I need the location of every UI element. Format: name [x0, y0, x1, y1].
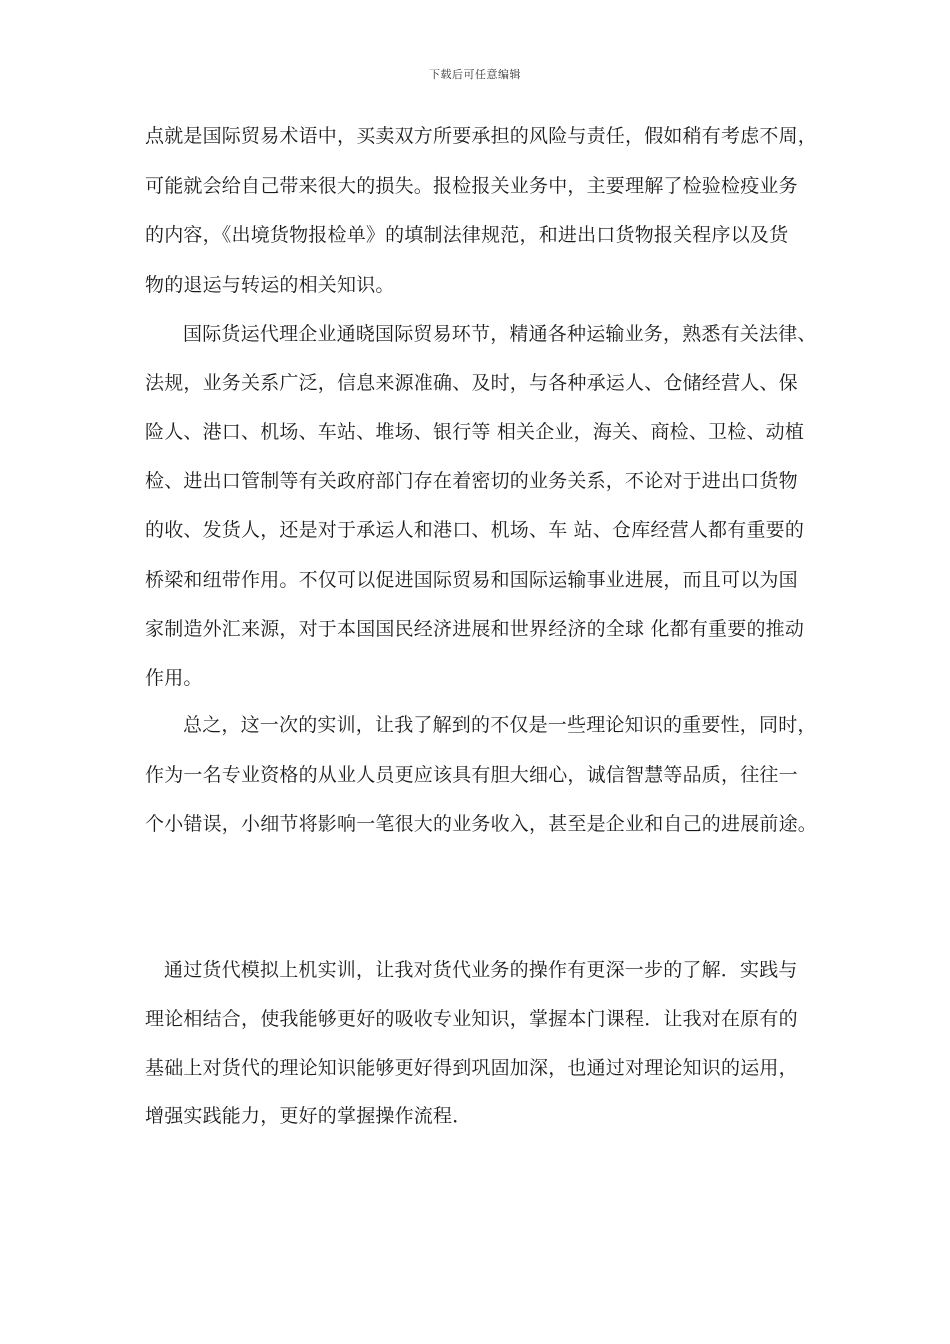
text-line: 作为一名专业资格的从业人员更应该具有胆大细心，诚信智慧等品质，往往一	[145, 764, 798, 786]
text-line: 物的退运与转运的相关知识。	[145, 274, 395, 296]
text-line: 家制造外汇来源，对于本国国民经济进展和世界经济的全球 化都有重要的推动	[145, 618, 805, 640]
text-line: 的内容，《出境货物报检单》的填制法律规范，和进出口货物报关程序以及货	[145, 224, 789, 246]
text-line: 桥梁和纽带作用。不仅可以促进国际贸易和国际运输事业进展，而且可以为国	[145, 569, 798, 591]
page-header: 下载后可任意编辑	[429, 68, 521, 81]
text-line: 理论相结合，使我能够更好的吸收专业知识，掌握本门课程．让我对在原有的	[145, 1008, 798, 1030]
text-line: 总之，这一次的实训，让我了解到的不仅是一些理论知识的重要性，同时，	[183, 714, 817, 736]
text-line: 的收、发货人，还是对于承运人和港口、机场、车 站、仓库经营人都有重要的	[145, 519, 805, 541]
text-line: 点就是国际贸易术语中，买卖双方所要承担的风险与责任，假如稍有考虑不周，	[145, 125, 818, 147]
text-line: 基础上对货代的理论知识能够更好得到巩固加深，也通过对理论知识的运用，	[145, 1057, 798, 1079]
text-line: 检、进出口管制等有关政府部门存在着密切的业务关系，不论对于进出口货物	[145, 470, 798, 492]
text-line: 增强实践能力，更好的掌握操作流程．	[145, 1105, 472, 1127]
text-line: 通过货代模拟上机实训，让我对货代业务的操作有更深一步的了解．实践与	[164, 959, 798, 981]
text-line: 可能就会给自己带来很大的损失。报检报关业务中，主要理解了检验检疫业务	[145, 175, 798, 197]
text-line: 国际货运代理企业通晓国际贸易环节，精通各种运输业务，熟悉有关法律、	[183, 323, 817, 345]
text-line: 法规，业务关系广泛，信息来源准确、及时，与各种承运人、仓储经营人、保	[145, 372, 798, 394]
text-line: 险人、港口、机场、车站、堆场、银行等 相关企业，海关、商检、卫检、动植	[145, 421, 805, 443]
text-line: 个小错误，小细节将影响一笔很大的业务收入，甚至是企业和自己的进展前途。	[145, 813, 818, 835]
text-line: 作用。	[145, 667, 203, 689]
